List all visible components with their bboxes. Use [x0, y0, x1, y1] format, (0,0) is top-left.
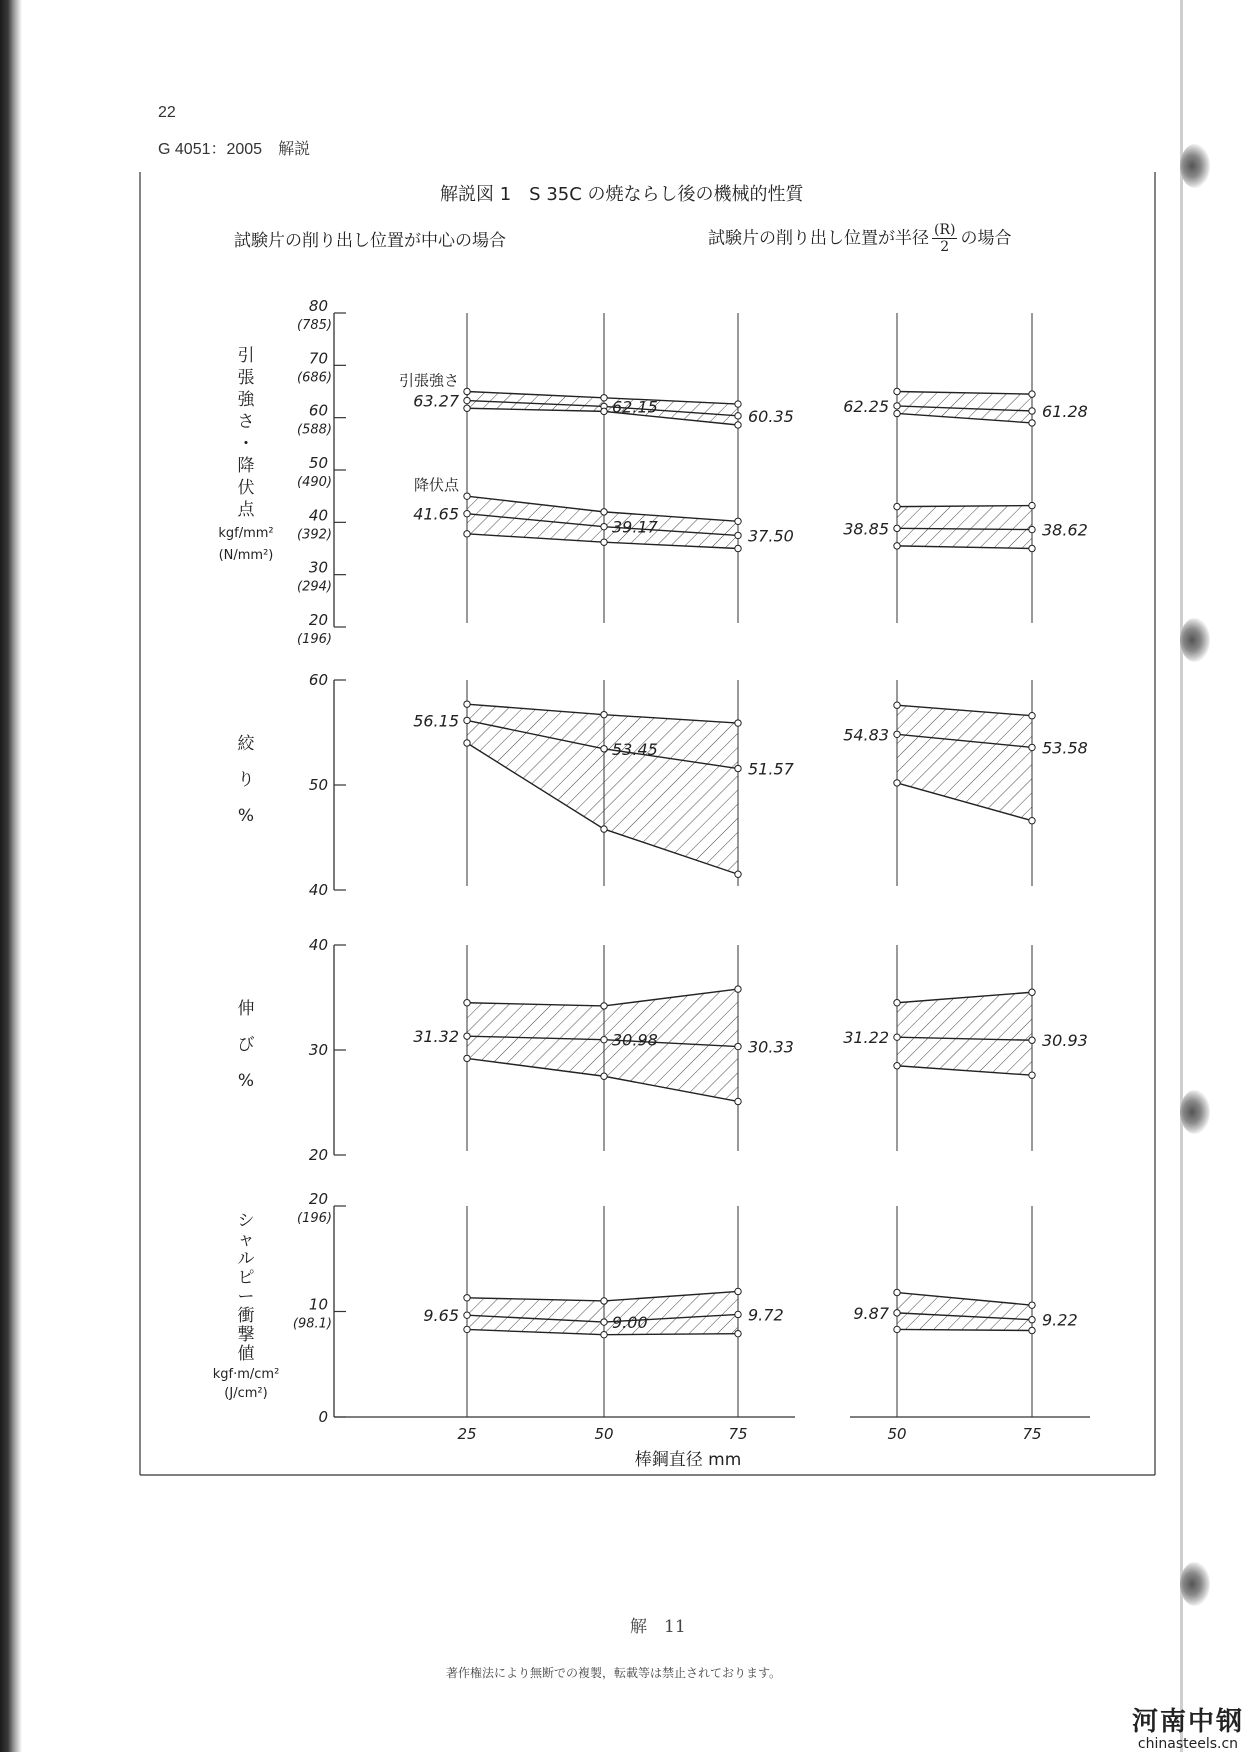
- data-point-mean: [1029, 408, 1035, 414]
- y-axis-title-char: 降: [237, 456, 255, 476]
- data-point-max: [1029, 391, 1035, 397]
- scatter-band-hatch: [467, 704, 738, 874]
- y-axis-title-char: 伸: [237, 999, 255, 1019]
- data-point-mean: [464, 1312, 470, 1318]
- data-point-min: [1029, 818, 1035, 824]
- x-tick-label-right: 75: [1022, 1425, 1042, 1443]
- y-axis-title-char: (J/cm²): [224, 1386, 268, 1401]
- y-tick-sublabel: (98.1): [292, 1316, 332, 1332]
- scatter-band-hatch: [897, 992, 1032, 1075]
- data-point-mean: [735, 765, 741, 771]
- y-axis-title-char: ル: [237, 1249, 255, 1269]
- data-label-mean: 9.22: [1042, 1310, 1078, 1330]
- data-point-max: [894, 702, 900, 708]
- x-tick-label: 25: [457, 1425, 477, 1443]
- data-point-max: [894, 1000, 900, 1006]
- data-point-mean: [894, 1310, 900, 1316]
- data-point-min: [1029, 1072, 1035, 1078]
- y-axis-title-char: 衝: [237, 1306, 255, 1326]
- data-label-mean: 62.15: [612, 397, 658, 417]
- y-axis-title-char: び: [237, 1035, 255, 1055]
- y-axis-title-char: り: [237, 770, 255, 790]
- data-label-mean: 9.00: [612, 1313, 648, 1333]
- data-point-max: [735, 1288, 741, 1294]
- right-subtitle-suffix: の場合: [960, 228, 1012, 249]
- data-point-mean: [601, 1037, 607, 1043]
- watermark-url: chinasteels.cn: [1137, 1736, 1239, 1752]
- data-label-mean: 54.83: [843, 725, 889, 745]
- data-point-mean: [894, 403, 900, 409]
- y-axis-title-char: kgf·m/cm²: [212, 1367, 280, 1382]
- y-tick-sublabel: (392): [297, 527, 332, 543]
- data-label-mean: 30.98: [612, 1030, 658, 1050]
- y-tick-label: 40: [308, 936, 328, 954]
- data-point-min: [464, 1326, 470, 1332]
- data-point-min: [735, 1098, 741, 1104]
- data-point-mean: [1029, 1317, 1035, 1323]
- data-point-mean: [1029, 526, 1035, 532]
- data-label-mean: 63.27: [413, 391, 459, 411]
- y-axis-title-char: 伏: [237, 478, 255, 498]
- data-point-min: [894, 543, 900, 549]
- y-axis-title-char: ・: [237, 434, 255, 454]
- data-point-max: [894, 503, 900, 509]
- y-tick-label: 20: [308, 1190, 328, 1208]
- data-point-max: [601, 711, 607, 717]
- data-point-mean: [464, 397, 470, 403]
- data-label-mean: 31.32: [413, 1027, 459, 1047]
- data-label-mean: 53.45: [612, 739, 658, 759]
- data-point-min: [1029, 545, 1035, 551]
- y-tick-sublabel: (785): [297, 318, 332, 333]
- data-point-mean: [735, 532, 741, 538]
- data-point-max: [1029, 502, 1035, 508]
- left-subtitle: 試験片の削り出し位置が中心の場合: [234, 231, 506, 251]
- data-point-min: [601, 408, 607, 414]
- figure-title: 解説図 1 S 35C の焼ならし後の機械的性質: [440, 184, 804, 205]
- y-axis-title-char: kgf/mm²: [218, 526, 274, 541]
- data-point-mean: [894, 525, 900, 531]
- data-point-mean: [1029, 744, 1035, 750]
- data-point-min: [601, 1073, 607, 1079]
- scatter-band-hatch: [897, 506, 1032, 549]
- data-point-max: [735, 401, 741, 407]
- x-tick-label-right: 50: [887, 1425, 907, 1443]
- y-tick-label: 60: [308, 401, 328, 420]
- y-tick-sublabel: (490): [297, 475, 332, 490]
- data-point-mean: [464, 1033, 470, 1039]
- data-point-mean: [464, 510, 470, 516]
- data-point-max: [1029, 1302, 1035, 1308]
- data-point-max: [464, 1000, 470, 1006]
- fraction-denominator: 2: [940, 239, 950, 255]
- data-point-mean: [464, 717, 470, 723]
- y-axis-title-char: シ: [237, 1211, 255, 1231]
- data-point-min: [1029, 420, 1035, 426]
- y-axis-title-char: 撃: [237, 1325, 255, 1345]
- data-point-mean: [894, 731, 900, 737]
- data-point-max: [735, 518, 741, 524]
- page-number: 22: [158, 104, 176, 121]
- y-axis-title-char: ピ: [237, 1268, 255, 1288]
- data-label-mean: 30.33: [748, 1037, 794, 1057]
- data-point-max: [894, 388, 900, 394]
- data-point-max: [894, 1289, 900, 1295]
- fraction-numerator: (R): [934, 222, 956, 238]
- punch-hole: [1180, 1562, 1210, 1606]
- x-axis-title: 棒鋼直径 mm: [634, 1450, 742, 1470]
- data-point-max: [735, 986, 741, 992]
- data-point-min: [464, 1055, 470, 1061]
- data-label-mean: 41.65: [413, 504, 459, 524]
- y-axis-title-char: ャ: [237, 1230, 255, 1250]
- data-label-mean: 37.50: [748, 526, 794, 546]
- data-label-mean: 56.15: [413, 711, 459, 731]
- data-point-min: [894, 780, 900, 786]
- data-point-min: [601, 826, 607, 832]
- data-point-min: [464, 740, 470, 746]
- data-label-mean: 38.62: [1042, 520, 1088, 540]
- y-axis-title-char: %: [237, 806, 255, 826]
- y-tick-label: 30: [308, 1041, 328, 1059]
- y-tick-label: 70: [308, 349, 328, 368]
- data-point-min: [601, 1332, 607, 1338]
- data-point-max: [1029, 713, 1035, 719]
- y-axis-title-char: 引: [237, 346, 255, 366]
- data-point-min: [464, 405, 470, 411]
- scatter-band-hatch: [897, 705, 1032, 821]
- punch-hole: [1180, 1090, 1210, 1134]
- data-point-max: [601, 1298, 607, 1304]
- y-axis-title-char: 値: [237, 1344, 255, 1364]
- data-point-mean: [894, 1034, 900, 1040]
- x-tick-label: 75: [728, 1425, 748, 1443]
- y-axis-title-char: ー: [237, 1287, 255, 1307]
- band-annotation-label: 引張強さ: [398, 371, 459, 390]
- data-point-mean: [601, 1319, 607, 1325]
- data-point-max: [464, 493, 470, 499]
- data-point-mean: [601, 746, 607, 752]
- punch-hole: [1180, 618, 1210, 662]
- data-point-max: [735, 720, 741, 726]
- data-point-min: [735, 1330, 741, 1336]
- data-point-max: [601, 509, 607, 515]
- y-tick-sublabel: (196): [297, 632, 332, 647]
- document-code: G 4051：2005 解説: [158, 141, 311, 158]
- data-label-mean: 62.25: [843, 396, 889, 416]
- data-point-mean: [735, 1043, 741, 1049]
- data-label-mean: 39.17: [612, 517, 658, 537]
- punch-hole: [1180, 144, 1210, 188]
- y-tick-label: 40: [308, 881, 328, 899]
- data-point-min: [735, 871, 741, 877]
- y-tick-sublabel: (588): [297, 422, 332, 438]
- data-label-mean: 53.58: [1042, 738, 1088, 758]
- y-axis-title-char: 点: [237, 500, 255, 520]
- data-point-min: [735, 422, 741, 428]
- data-label-mean: 31.22: [843, 1028, 889, 1048]
- x-tick-label: 50: [594, 1425, 614, 1443]
- y-axis-title-char: さ: [237, 412, 255, 432]
- data-point-mean: [1029, 1037, 1035, 1043]
- data-point-min: [464, 531, 470, 537]
- band-annotation-label: 降伏点: [413, 476, 459, 495]
- data-point-max: [601, 395, 607, 401]
- data-point-max: [601, 1003, 607, 1009]
- y-tick-sublabel: (196): [297, 1211, 332, 1226]
- y-tick-sublabel: (294): [297, 579, 332, 595]
- y-axis-title-char: 張: [237, 368, 255, 388]
- data-point-min: [894, 1063, 900, 1069]
- data-point-min: [735, 545, 741, 551]
- y-tick-label: 60: [308, 671, 328, 689]
- y-tick-sublabel: (686): [297, 370, 332, 386]
- y-tick-label: 50: [308, 776, 328, 794]
- y-axis-title-char: 絞: [237, 734, 255, 754]
- right-subtitle-prefix: 試験片の削り出し位置が半径: [708, 228, 929, 249]
- data-label-mean: 61.28: [1042, 401, 1088, 421]
- data-label-mean: 9.65: [423, 1306, 459, 1326]
- y-axis-title-char: (N/mm²): [218, 548, 274, 563]
- y-tick-label: 20: [308, 611, 328, 629]
- y-tick-label: 30: [308, 558, 328, 577]
- watermark-logo: [1132, 1708, 1244, 1752]
- y-tick-label: 50: [308, 454, 328, 472]
- data-label-mean: 9.72: [748, 1305, 784, 1325]
- data-point-min: [894, 410, 900, 416]
- data-point-mean: [601, 523, 607, 529]
- y-axis-title-char: %: [237, 1071, 255, 1091]
- y-tick-label: 0: [318, 1408, 328, 1426]
- bottom-page-mark: 解 11: [630, 1617, 686, 1637]
- watermark-name: 河南中钢: [1131, 1707, 1244, 1737]
- copyright-notice: 著作権法により無断での複製，転載等は禁止されております。: [446, 1666, 782, 1680]
- data-point-max: [1029, 989, 1035, 995]
- y-tick-label: 40: [308, 506, 328, 525]
- data-point-max: [464, 1295, 470, 1301]
- data-point-min: [894, 1326, 900, 1332]
- data-point-mean: [735, 413, 741, 419]
- y-tick-label: 10: [308, 1295, 328, 1314]
- data-point-min: [1029, 1327, 1035, 1333]
- data-point-max: [464, 388, 470, 394]
- y-tick-label: 80: [308, 297, 328, 315]
- data-label-mean: 38.85: [843, 519, 889, 539]
- data-point-max: [464, 701, 470, 707]
- data-label-mean: 60.35: [748, 406, 794, 426]
- y-tick-label: 20: [308, 1146, 328, 1164]
- y-axis-title-char: 強: [237, 390, 255, 410]
- data-point-min: [601, 539, 607, 545]
- data-label-mean: 9.87: [853, 1303, 889, 1323]
- data-label-mean: 51.57: [748, 759, 794, 779]
- data-label-mean: 30.93: [1042, 1031, 1088, 1051]
- data-point-mean: [735, 1311, 741, 1317]
